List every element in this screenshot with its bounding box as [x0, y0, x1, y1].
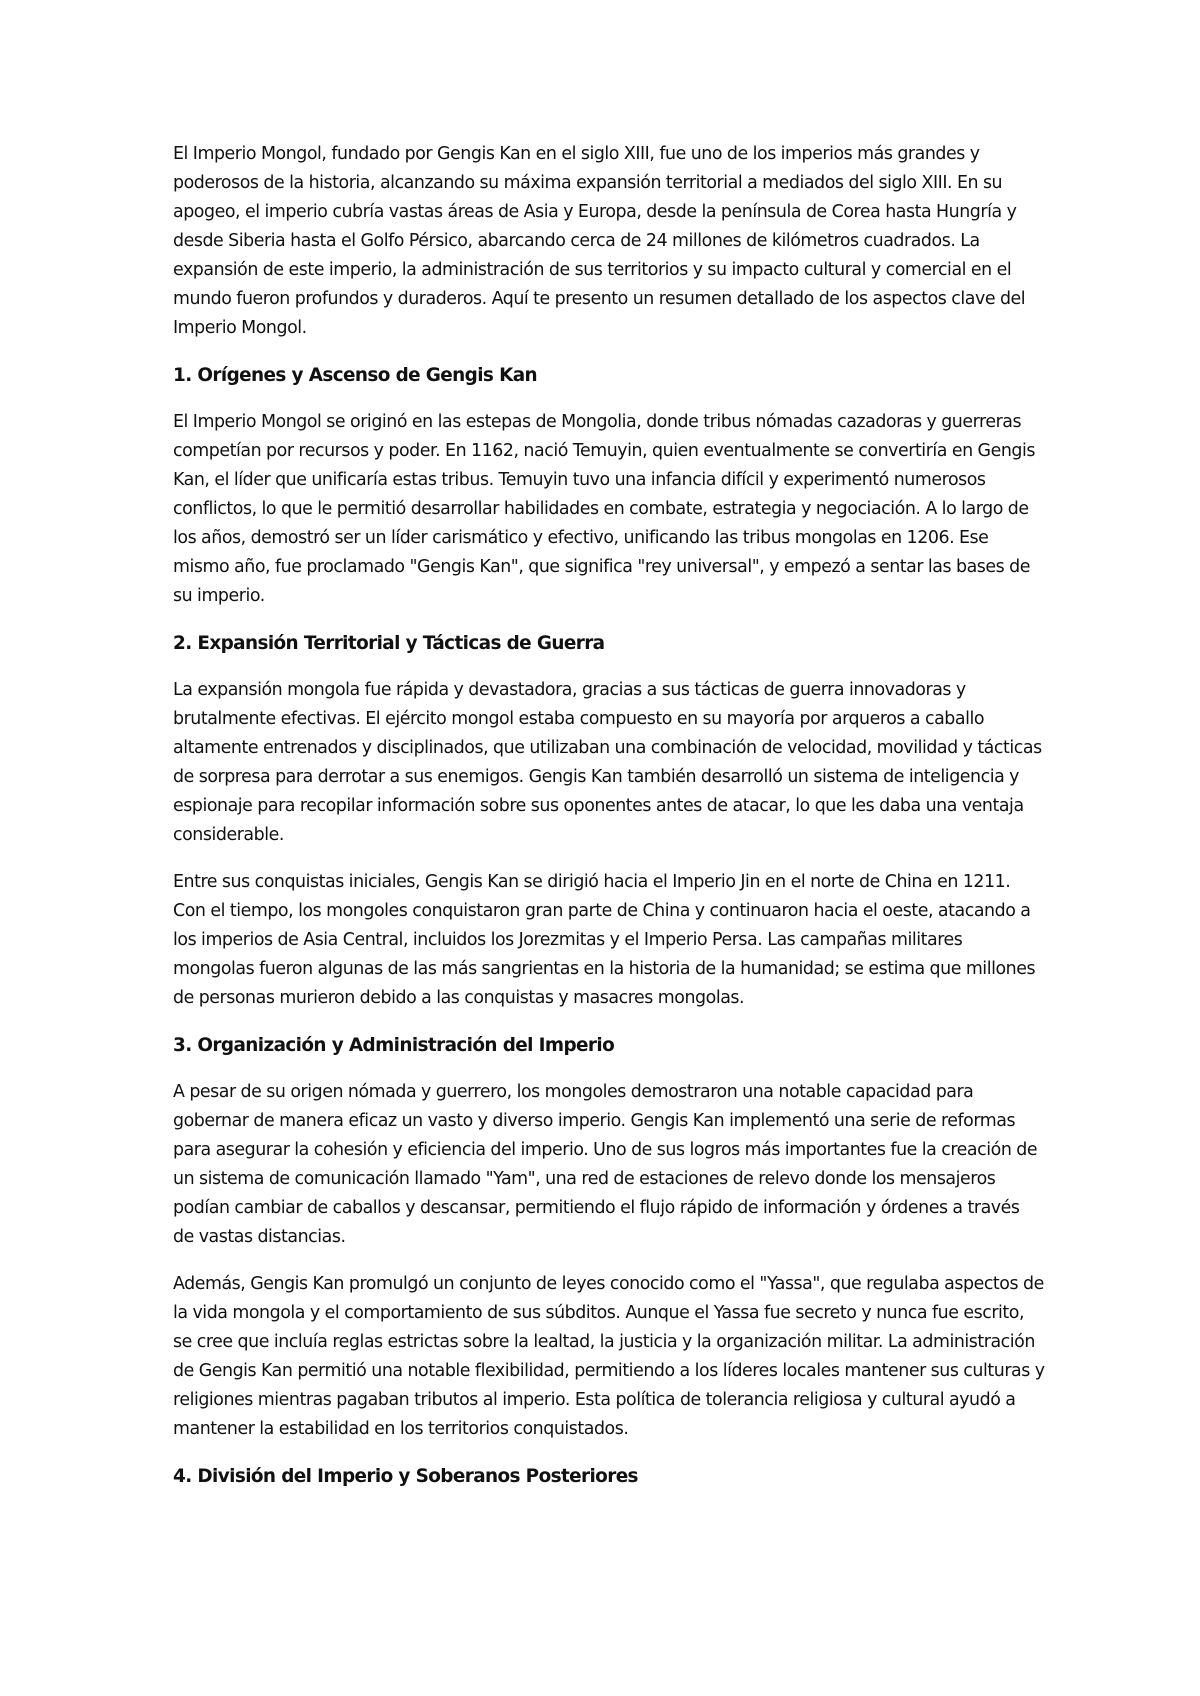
intro-paragraph: El Imperio Mongol, fundado por Gengis Kan en el siglo XIII, fue uno de los imperios más grandes y poderosos de la historia, alcanzando su máxima expansión territorial a mediados del siglo XIII. En su apogeo, el imperio cubría vastas áreas de Asia y Europa, desde la península de Corea hasta Hungría y desde Siberia hasta el Golfo Pérsico, abarcando cerca de 24 millones de kilómetros cuadrados. La expansión de este imperio, la administración de sus territorios y su impacto cultural y comercial en el mundo fueron profundos y duraderos. Aquí te presento un resumen detallado de los aspectos clave del Imperio Mongol. — [173, 144, 1026, 338]
document-page — [173, 140, 1045, 1509]
origins-paragraph: El Imperio Mongol se originó en las estepas de Mongolia, donde tribus nómadas cazadoras y guerreras competían por recursos y poder. En 1162, nació Temuyin, quien eventualmente se convertiría en Gengis Kan, el líder que unificaría estas tribus. Temuyin tuvo una infancia difícil y experimentó numerosos conflictos, lo que le permitió desarrollar habilidades en combate, estrategia y negociación. A lo largo de los años, demostró ser un líder carismático y efectivo, unificando las tribus mongolas en 1206. Ese mismo año, fue proclamado "Gengis Kan", que significa "rey universal", y empezó a sentar las bases de su imperio. — [173, 412, 1035, 606]
expansion-paragraph-1: La expansión mongola fue rápida y devastadora, gracias a sus tácticas de guerra innovadoras y brutalmente efectivas. El ejército mongol estaba compuesto en su mayoría por arqueros a caballo altamente entrenados y disciplinados, que utilizaban una combinación de velocidad, movilidad y tácticas de sorpresa para derrotar a sus enemigos. Gengis Kan también desarrolló un sistema de inteligencia y espionaje para recopilar información sobre sus oponentes antes de atacar, lo que les daba una ventaja considerable. — [173, 680, 1042, 845]
expansion-paragraph-2: Entre sus conquistas iniciales, Gengis Kan se dirigió hacia el Imperio Jin en el norte de China en 1211. Con el tiempo, los mongoles conquistaron gran parte de China y continuaron hacia el oeste, atacando a los imperios de Asia Central, incluidos los Jorezmitas y el Imperio Persa. Las campañas militares mongolas fueron algunas de las más sangrientas en la historia de la humanidad; se estima que millones de personas murieron debido a las conquistas y masacres mongolas. — [173, 872, 1036, 1008]
organization-paragraph-2: Además, Gengis Kan promulgó un conjunto de leyes conocido como el "Yassa", que regulaba aspectos de la vida mongola y el comportamiento de sus súbditos. Aunque el Yassa fue secreto y nunca fue escrito, se cree que incluía reglas estrictas sobre la lealtad, la justicia y la organización militar. La administración de Gengis Kan permitió una notable flexibilidad, permitiendo a los líderes locales mantener sus culturas y religiones mientras pagaban tributos al imperio. Esta política de tolerancia religiosa y cultural ayudó a mantener la estabilidad en los territorios conquistados. — [173, 1274, 1045, 1439]
section-heading-expansion: 2. Expansión Territorial y Tácticas de Guerra — [173, 633, 605, 654]
organization-paragraph-1: A pesar de su origen nómada y guerrero, los mongoles demostraron una notable capacidad para gobernar de manera eficaz un vasto y diverso imperio. Gengis Kan implementó una serie de reformas para asegurar la cohesión y eficiencia del imperio. Uno de sus logros más importantes fue la creación de un sistema de comunicación llamado "Yam", una red de estaciones de relevo donde los mensajeros podían cambiar de caballos y descansar, permitiendo el flujo rápido de información y órdenes a través de vastas distancias. — [173, 1082, 1038, 1247]
section-heading-origins: 1. Orígenes y Ascenso de Gengis Kan — [173, 365, 538, 386]
section-heading-division: 4. División del Imperio y Soberanos Posteriores — [173, 1466, 638, 1487]
section-heading-organization: 3. Organización y Administración del Imperio — [173, 1035, 615, 1056]
